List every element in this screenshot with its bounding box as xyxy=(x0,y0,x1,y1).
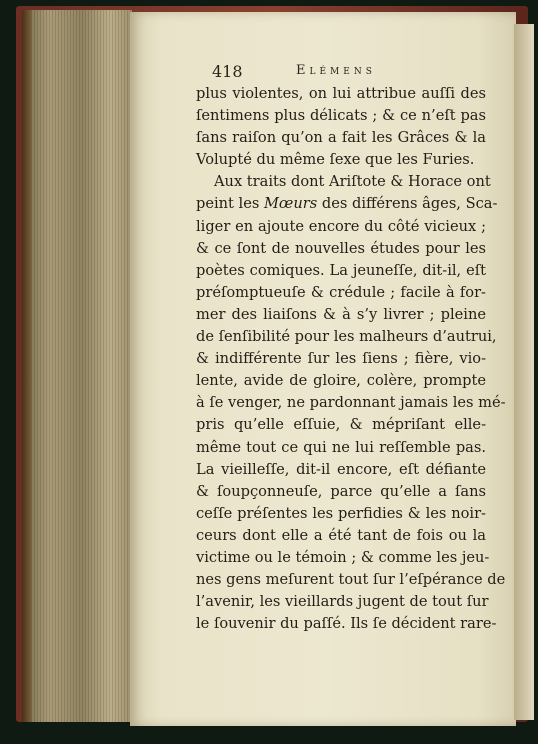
text-line: mer des liaiſons & à s’y livrer ; pleine xyxy=(196,305,486,323)
text-line: poètes comiques. La jeuneſſe, dit-il, eſt xyxy=(196,261,486,279)
text-line: & indifférente ſur les ſiens ; fière, vio- xyxy=(196,350,486,368)
text-line: le ſouvenir du paſſé. Ils ſe décident rare- xyxy=(196,615,497,633)
text-line: & ſoupçonneuſe, parce qu’elle a ſans xyxy=(196,482,486,500)
text-line: pris qu’elle eſſuie, & mépriſant elle- xyxy=(196,416,486,434)
text-line: même tout ce qui ne lui reſſemble pas. xyxy=(196,438,486,456)
text-line: ſentimens plus délicats ; & ce n’eſt pas xyxy=(196,107,486,125)
text-line: ceurs dont elle a été tant de fois ou la xyxy=(196,526,486,544)
italic-word: Mœurs xyxy=(263,195,318,213)
text-line: victime ou le témoin ; & comme les jeu- xyxy=(196,548,490,566)
text-line: ſans raiſon qu’on a fait les Grâces & la xyxy=(196,129,486,147)
page-edges xyxy=(22,10,132,722)
text-line: & ce ſont de nouvelles études pour les xyxy=(196,239,486,257)
text-line: liger en ajoute encore du côté vicieux ; xyxy=(196,217,486,235)
text-line: ceſſe préſentes les perfidies & les noir- xyxy=(196,504,486,522)
running-title: Elémens xyxy=(296,63,376,78)
text-line: La vieilleſſe, dit-il encore, eſt défiante xyxy=(196,460,486,478)
text-line: Aux traits dont Ariſtote & Horace ont xyxy=(214,173,491,191)
spine-shadow xyxy=(22,10,32,722)
body-text xyxy=(196,83,506,635)
text-line: préſomptueuſe & crédule ; facile à for- xyxy=(196,283,486,301)
text-line: lente, avide de gloire, colère, prompte xyxy=(196,372,486,390)
facing-page-edge xyxy=(514,24,534,720)
page-number: 418 xyxy=(212,62,243,81)
text-line: à ſe venger, ne pardonnant jamais les mé- xyxy=(196,394,506,412)
text-line: l’avenir, les vieillards jugent de tout ſur xyxy=(196,593,489,611)
text-line: plus violentes, on lui attribue auſſi des xyxy=(196,85,486,102)
text-line: de ſenſibilité pour les malheurs d’autrui, xyxy=(196,328,497,346)
text-line: peint les Mœurs des différens âges, Sca- xyxy=(196,195,498,213)
page-header xyxy=(212,62,412,84)
text-line: nes gens meſurent tout ſur l’eſpérance de xyxy=(196,571,506,589)
text-line: Volupté du même ſexe que les Furies. xyxy=(196,151,475,169)
